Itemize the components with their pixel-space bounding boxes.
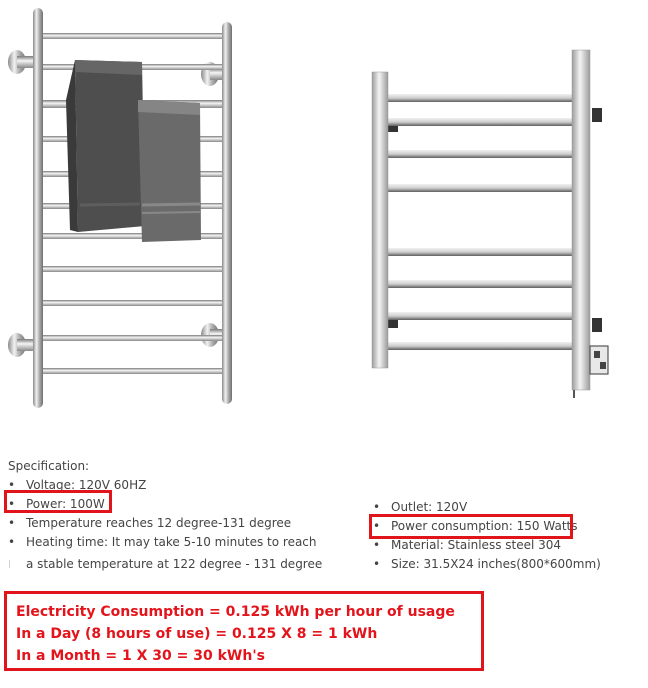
bullet-icon: • bbox=[8, 535, 16, 549]
towel-icon bbox=[66, 60, 201, 242]
spec-text: Temperature reaches 12 degree-131 degree bbox=[26, 516, 292, 530]
spec-size bbox=[373, 555, 643, 574]
spec-text: Power consumption: 150 Watts bbox=[391, 519, 578, 533]
spec-text: Material: Stainless steel 304 bbox=[391, 538, 562, 552]
power-highlight-box bbox=[4, 490, 112, 513]
square-towel-warmer-photo bbox=[360, 0, 620, 410]
calc-line-hourly: Electricity Consumption = 0.125 kWh per hour of usage bbox=[16, 604, 455, 620]
calc-line-daily: In a Day (8 hours of use) = 0.125 X 8 = 1 kWh bbox=[16, 626, 378, 642]
bullet-icon: • bbox=[8, 497, 16, 511]
spec-heating-time-continued bbox=[8, 552, 328, 576]
spec-text: Heating time: It may take 5-10 minutes to reach bbox=[26, 535, 317, 549]
round-towel-warmer-photo bbox=[0, 0, 240, 420]
spec-text: a stable temperature at 122 degree - 131 degree bbox=[26, 557, 323, 571]
towel-bars bbox=[386, 94, 576, 350]
bullet-icon: • bbox=[373, 538, 381, 552]
spec-text: Outlet: 120V bbox=[391, 500, 468, 514]
spec-text: Voltage: 120V 60HZ bbox=[26, 478, 147, 492]
bullet-icon: • bbox=[8, 516, 16, 530]
bullet-icon: • bbox=[373, 500, 381, 514]
bullet-icon: | bbox=[8, 559, 11, 568]
spec-text: Size: 31.5X24 inches(800*600mm) bbox=[391, 557, 601, 571]
consumption-calculation-box bbox=[4, 591, 484, 671]
bullet-icon: • bbox=[373, 557, 381, 571]
left-specification bbox=[8, 457, 328, 576]
calc-line-monthly: In a Month = 1 X 30 = 30 kWh's bbox=[16, 648, 265, 664]
power-consumption-highlight-box bbox=[369, 514, 573, 539]
spec-heating-time bbox=[8, 533, 328, 552]
spec-heading: Specification: bbox=[8, 459, 90, 473]
spec-text: Power: 100W bbox=[26, 497, 105, 511]
spec-temperature bbox=[8, 514, 328, 533]
bullet-icon: • bbox=[8, 478, 16, 492]
bullet-icon: • bbox=[373, 519, 381, 533]
